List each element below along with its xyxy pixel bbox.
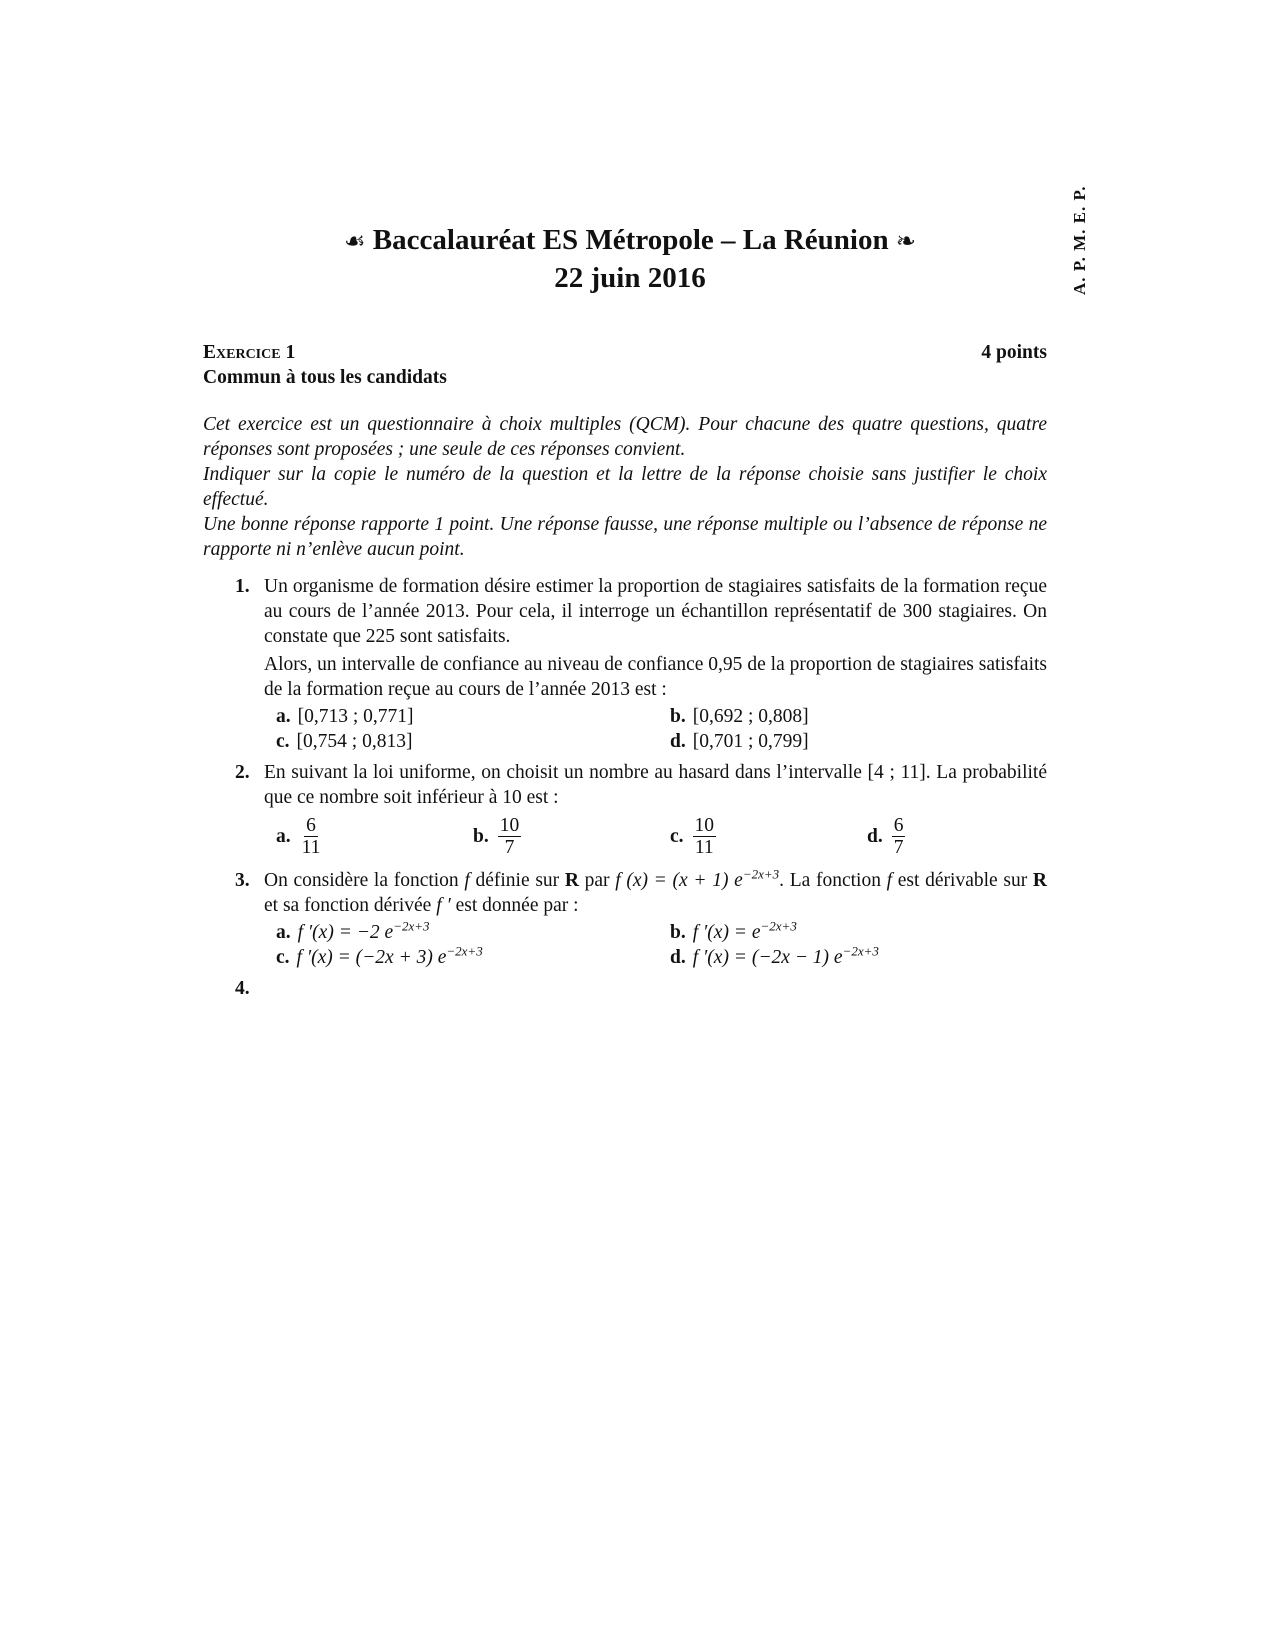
option-value: [0,713 ; 0,771] [297,706,414,727]
math-reals: R [1032,870,1047,891]
option-value: [0,692 ; 0,808] [692,706,809,727]
option-exponent: −2x+3 [842,943,879,959]
instruction-paragraph: Cet exercice est un questionnaire à choix multiples (QCM). Pour chacune des quatre questions, quatre réponses sont proposées ; une seule de ces réponses convient. [203,414,1047,460]
option-c [264,729,658,754]
option-letter: d. [670,947,686,968]
question-text-2: Alors, un intervalle de confiance au niveau de confiance 0,95 de la proportion de stagiaires satisfaits de la formation reçue au cours de l’année 2013 est : [264,654,1047,700]
option-letter: c. [670,825,684,847]
title-line [300,222,960,260]
title-date: 22 juin 2016 [554,262,706,294]
answer-options [264,704,1047,754]
fraction-numerator: 6 [893,814,904,836]
exercise-subtitle: Commun à tous les candidats [203,367,447,388]
option-letter: a. [276,825,291,847]
option-a [264,704,658,729]
exercise-points: 4 points [981,342,1047,363]
fraction [300,815,323,858]
question-1 [203,574,1047,754]
question-text-empty [264,976,1047,1001]
answer-options [264,920,1047,970]
title-text: Baccalauréat ES Métropole – La Réunion [372,224,889,256]
math-f: f [464,870,470,891]
instruction-paragraph: Indiquer sur la copie le numéro de la question et la lettre de la réponse choisie sans justifier le choix effectué. [203,464,1047,510]
option-letter: a. [276,706,291,727]
side-label: A. P. M. E. P. [1070,185,1089,295]
question-3 [203,868,1047,970]
option-letter: c. [276,731,290,752]
option-value: [0,754 ; 0,813] [296,731,413,752]
math-f: f [886,870,893,891]
option-d [658,945,1052,970]
option-b [658,704,1052,729]
text-run: On considère la fonction [264,870,465,891]
option-c [658,810,855,862]
option-letter: b. [670,706,686,727]
option-letter: b. [670,922,686,943]
option-expression: f ′(x) = (−2x + 3) e [296,947,447,968]
fraction-denominator: 7 [893,836,904,858]
question-text [264,868,1047,918]
option-expression: f ′(x) = −2 e [297,922,394,943]
question-number: 3. [235,870,250,891]
question-text: En suivant la loi uniforme, on choisit un nombre au hasard dans l’intervalle [4 ; 11]. La probabilité que ce nombre soit inférieur à 10 est : [264,762,1047,808]
option-a [264,920,658,945]
exercise-title: Exercice 1 [203,342,296,363]
option-exponent: −2x+3 [760,918,797,934]
fraction-numerator: 10 [499,814,520,836]
math-definition: f (x) = (x + 1) e [615,870,743,891]
fraction [498,815,522,858]
answer-options [264,810,1047,862]
option-expression: f ′(x) = e [692,922,761,943]
fraction [892,815,906,858]
option-expression: f ′(x) = (−2x − 1) e [692,947,843,968]
text-run: par [578,870,616,891]
option-letter: d. [670,731,686,752]
question-number: 4. [235,978,250,999]
question-number: 1. [235,576,250,597]
option-value: [0,701 ; 0,799] [692,731,809,752]
math-reals: R [564,870,579,891]
question-text: Un organisme de formation désire estimer la proportion de stagiaires satisfaits de la formation reçue au cours de l’année 2013. Pour cela, il interroge un échantillon représentatif de 300 stagiaires. On constate que 225 sont satisfaits. [264,576,1047,647]
fraction-numerator: 6 [306,814,316,836]
option-c [264,945,658,970]
fraction-denominator: 11 [301,836,321,858]
text-run: est donnée par : [450,895,579,916]
option-letter: d. [867,825,883,847]
text-run: est dérivable sur [892,870,1033,891]
text-run: . La fonction [779,870,887,891]
option-b [461,810,658,862]
text-run: et sa fonction dérivée [264,895,437,916]
option-letter: c. [276,947,290,968]
option-b [658,920,1052,945]
option-a [264,810,461,862]
option-exponent: −2x+3 [446,943,483,959]
question-2 [203,760,1047,862]
ornament-right-icon: ❧ [895,229,916,255]
fraction-denominator: 11 [694,836,714,858]
question-4 [203,976,1047,1001]
instruction-paragraph: Une bonne réponse rapporte 1 point. Une réponse fausse, une réponse multiple ou l’absence de réponse ne rapporte ni n’enlève aucun point. [203,514,1047,560]
fraction-numerator: 10 [694,814,715,836]
exercise-content [203,340,1047,1007]
option-exponent: −2x+3 [393,918,430,934]
math-fprime: f ′ [436,895,451,916]
exercise-header [203,340,1047,365]
ornament-left-icon: ☙ [344,229,366,255]
math-exponent: −2x+3 [742,866,780,882]
question-list [203,574,1047,1001]
option-d [658,729,1052,754]
exercise-instructions [203,412,1047,562]
fraction-denominator: 7 [504,836,515,858]
page-title [300,222,960,296]
fraction [693,815,717,858]
option-letter: a. [276,922,291,943]
question-number: 2. [235,762,250,783]
option-letter: b. [473,825,489,847]
option-d [855,810,1052,862]
text-run: définie sur [469,870,565,891]
